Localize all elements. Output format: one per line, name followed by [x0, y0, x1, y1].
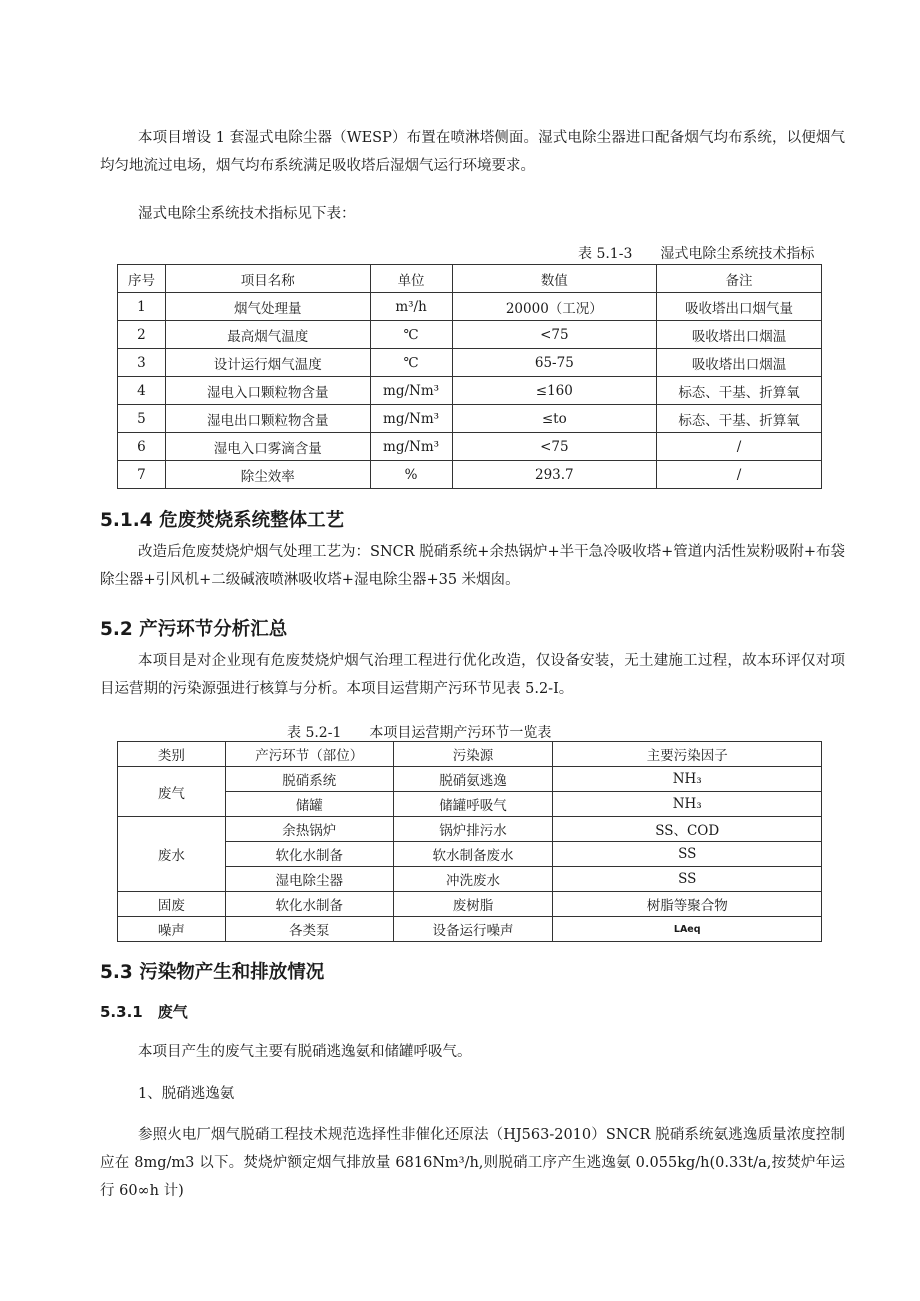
section-514-heading: 5.1.4 危废焚烧系统整体工艺 — [100, 510, 345, 531]
table2-cell: 软化水制备 — [225, 892, 393, 917]
table1-cell: 标态、干基、折算氧 — [657, 377, 822, 405]
table2-category-cell: 废气 — [118, 767, 226, 817]
table2-category-cell: 固废 — [118, 892, 226, 917]
table2-cell: NH₃ — [553, 792, 822, 817]
list-item-1: 1、脱硝逃逸氨 — [138, 1086, 235, 1102]
table1-row — [118, 293, 822, 321]
table1 — [117, 264, 822, 489]
table2-header-row — [118, 742, 822, 767]
table1-row — [118, 349, 822, 377]
table1-header-cell: 单位 — [370, 265, 452, 293]
table2-cell: SS — [553, 867, 822, 892]
table1-cell: 吸收塔出口烟温 — [657, 349, 822, 377]
table1-cell: 1 — [118, 293, 166, 321]
table2-cell: 软水制备废水 — [393, 842, 553, 867]
table1-cell: 最高烟气温度 — [165, 321, 370, 349]
table2-header-cell: 污染源 — [393, 742, 553, 767]
section-52-heading: 5.2 产污环节分析汇总 — [100, 619, 288, 640]
table2-category-cell: 噪声 — [118, 917, 226, 942]
table1-cell: 除尘效率 — [165, 461, 370, 489]
table2-cell: 脱硝系统 — [225, 767, 393, 792]
table1-header-cell: 项目名称 — [165, 265, 370, 293]
table1-header-cell: 备注 — [657, 265, 822, 293]
table1-cell: 湿电入口雾滴含量 — [165, 433, 370, 461]
table2-cell: 废树脂 — [393, 892, 553, 917]
table2-cell: 树脂等聚合物 — [553, 892, 822, 917]
table1-cell: / — [657, 433, 822, 461]
table2-header-cell: 主要污染因子 — [553, 742, 822, 767]
table1-cell: ℃ — [370, 349, 452, 377]
table1-cell: mg/Nm³ — [370, 405, 452, 433]
table2-cell: 储罐呼吸气 — [393, 792, 553, 817]
table1-row — [118, 405, 822, 433]
intro-paragraph-1: 本项目增设 1 套湿式电除尘器（WESP）布置在喷淋塔侧面。湿式电除尘器进口配备烟气均布系统，以便烟气均匀地流过电场，烟气均布系统满足吸收塔后湿烟气运行环境要求。 — [100, 130, 845, 174]
table1-cell: 吸收塔出口烟气量 — [657, 293, 822, 321]
table1-cell: ≤to — [452, 405, 657, 433]
table2-cell: 冲洗废水 — [393, 867, 553, 892]
table2-row — [118, 767, 822, 792]
table2-row — [118, 917, 822, 942]
table2-cell: 储罐 — [225, 792, 393, 817]
table1-cell: 5 — [118, 405, 166, 433]
table2-category-cell: 废水 — [118, 817, 226, 892]
section-53-heading: 5.3 污染物产生和排放情况 — [100, 962, 325, 983]
section-531-heading: 5.3.1 废气 — [100, 1003, 188, 1021]
section-52-paragraph: 本项目是对企业现有危废焚烧炉烟气治理工程进行优化改造，仅设备安装，无土建施工过程，故本环评仅对项目运营期的污染源强进行核算与分析。本项目运营期产污环节见表 5.2-I。 — [100, 653, 845, 697]
table2-cell: 湿电除尘器 — [225, 867, 393, 892]
table2-cell: 软化水制备 — [225, 842, 393, 867]
table2 — [117, 741, 822, 942]
table2-header-cell: 产污环节（部位） — [225, 742, 393, 767]
table2-cell: 余热锅炉 — [225, 817, 393, 842]
table2-header-cell: 类别 — [118, 742, 226, 767]
table1-caption: 表 5.1-3 湿式电除尘系统技术指标 — [578, 246, 815, 262]
table1-row — [118, 433, 822, 461]
table2-cell: LAeq — [553, 917, 822, 942]
table1-header-cell: 数值 — [452, 265, 657, 293]
table1-cell: / — [657, 461, 822, 489]
table1-cell: m³/h — [370, 293, 452, 321]
table1-cell: ℃ — [370, 321, 452, 349]
section-514-paragraph: 改造后危废焚烧炉烟气处理工艺为：SNCR 脱硝系统+余热锅炉+半干急冷吸收塔+管道内活性炭粉吸附+布袋除尘器+引风机+二级碱液喷淋吸收塔+湿电除尘器+35 米烟囱。 — [100, 544, 845, 588]
table1-header-row — [118, 265, 822, 293]
section-53-paragraph-2: 参照火电厂烟气脱硝工程技术规范选择性非催化还原法（HJ563-2010）SNCR 脱硝系统氨逃逸质量浓度控制应在 8mg/m3 以下。焚烧炉额定烟气排放量 6816Nm³/h,则脱硝工序产生逃逸氨 0.055kg/h(0.33t/a,按焚炉年运行 60∞h 计) — [100, 1127, 845, 1199]
table1-cell: 3 — [118, 349, 166, 377]
table1-cell: 20000（工况） — [452, 293, 657, 321]
table1-cell: 湿电入口颗粒物含量 — [165, 377, 370, 405]
table1-cell: 65-75 — [452, 349, 657, 377]
table1-cell: mg/Nm³ — [370, 377, 452, 405]
table2-row — [118, 892, 822, 917]
table2-cell: 各类泵 — [225, 917, 393, 942]
table1-cell: 吸收塔出口烟温 — [657, 321, 822, 349]
table1-row — [118, 321, 822, 349]
table1-cell: 7 — [118, 461, 166, 489]
intro-paragraph-2: 湿式电除尘系统技术指标见下表： — [138, 206, 356, 222]
table1-cell: 4 — [118, 377, 166, 405]
table2-row — [118, 817, 822, 842]
table1-cell: 标态、干基、折算氧 — [657, 405, 822, 433]
table1-cell: ≤160 — [452, 377, 657, 405]
table1-row — [118, 377, 822, 405]
table1-cell: 6 — [118, 433, 166, 461]
table2-cell: 设备运行噪声 — [393, 917, 553, 942]
table1-cell: % — [370, 461, 452, 489]
table1-cell: 设计运行烟气温度 — [165, 349, 370, 377]
table1-cell: 2 — [118, 321, 166, 349]
table1-cell: 烟气处理量 — [165, 293, 370, 321]
table2-cell: NH₃ — [553, 767, 822, 792]
table1-cell: mg/Nm³ — [370, 433, 452, 461]
table1-header-cell: 序号 — [118, 265, 166, 293]
table2-cell: 脱硝氨逃逸 — [393, 767, 553, 792]
table2-cell: SS、COD — [553, 817, 822, 842]
table1-cell: 湿电出口颗粒物含量 — [165, 405, 370, 433]
table2-caption: 表 5.2-1 本项目运营期产污环节一览表 — [287, 725, 552, 741]
table1-row — [118, 461, 822, 489]
table1-cell: <75 — [452, 433, 657, 461]
table2-cell: 锅炉排污水 — [393, 817, 553, 842]
table2-cell: SS — [553, 842, 822, 867]
table1-cell: <75 — [452, 321, 657, 349]
section-53-paragraph-1: 本项目产生的废气主要有脱硝逃逸氨和储罐呼吸气。 — [138, 1044, 472, 1060]
table1-cell: 293.7 — [452, 461, 657, 489]
